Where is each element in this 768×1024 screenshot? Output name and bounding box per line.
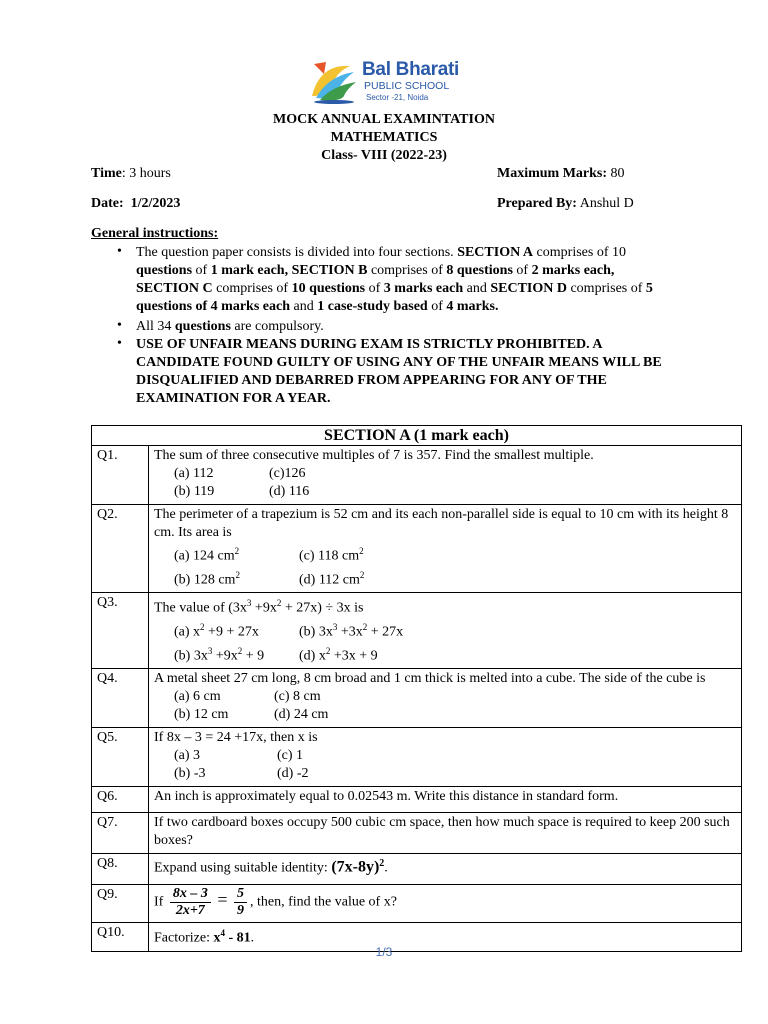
max-marks-info: Maximum Marks: 80 <box>497 166 625 181</box>
table-row <box>92 787 742 813</box>
question-q6: An inch is approximately equal to 0.02543 m. Write this distance in standard form. <box>149 787 742 813</box>
option: (d) 112 $cm^2$ <box>299 569 365 588</box>
instruction-unfair-means: USE OF UNFAIR MEANS DURING EXAM IS STRICTLY PROHIBITED. A CANDIDATE FOUND GUILTY OF USING ANY OF THE UNFAIR MEANS WILL BE DISQUALIFIED AND DEBARRED FROM APPEARING FOR ANY OF THE EXAMINATION FOR A YEAR. <box>136 337 662 406</box>
question-number: Q7. <box>92 813 149 854</box>
question-text: If 8x – 3 = 24 +17x, then x is <box>154 730 318 746</box>
question-number: Q8. <box>92 854 149 885</box>
question-q8: Expand using suitable identity: $(7x-8y)^2$. <box>149 854 742 885</box>
question-number: Q10. <box>92 922 149 951</box>
option: (b) -3 <box>174 766 206 782</box>
exam-class: Class- VIII (2022-23) <box>321 148 447 163</box>
option: (b) 128 $cm^2$ <box>174 569 240 588</box>
question-q4 <box>149 669 742 728</box>
question-q2 <box>149 505 742 593</box>
time-info: Time: 3 hours <box>91 166 171 181</box>
section-a-heading: SECTION A (1 mark each) <box>92 426 742 446</box>
exam-subject: MATHEMATICS <box>330 130 438 145</box>
table-row <box>92 426 742 446</box>
school-sector: Sector -21, Noida <box>366 93 429 102</box>
option: (c)126 <box>269 466 306 481</box>
question-q5 <box>149 728 742 787</box>
question-text: The sum of three consecutive multiples of 7 is 357. Find the smallest multiple. <box>154 448 594 463</box>
date-info: Date: 1/2/2023 <box>91 196 181 211</box>
bullet: • <box>117 318 122 333</box>
option: (d) 116 <box>269 484 310 499</box>
question-q1 <box>149 446 742 505</box>
question-number: Q3. <box>92 593 149 669</box>
table-row <box>92 813 742 854</box>
fraction: $\frac{8x - 3}{2x+7}$ <box>170 886 211 919</box>
question-q10: Factorize: $x^4 - 81$. <box>149 922 742 951</box>
question-q3 <box>149 593 742 669</box>
question-number: Q9. <box>92 884 149 922</box>
option: (a) 3 <box>174 748 201 764</box>
question-text: The perimeter of a trapezium is 52 cm and its each non-parallel side is equal to 10 cm with its height 8 cm. Its area is <box>154 507 729 540</box>
option: (a) $x^2 +9 + 27x$ <box>174 621 259 640</box>
table-row <box>92 593 742 669</box>
school-emblem-icon <box>306 56 362 106</box>
question-number: Q4. <box>92 669 149 728</box>
table-row <box>92 884 742 922</box>
bullet: • <box>117 336 122 351</box>
question-number: Q5. <box>92 728 149 787</box>
table-row <box>92 446 742 505</box>
question-number: Q2. <box>92 505 149 593</box>
school-name: Bal Bharati <box>362 59 460 80</box>
page-number: 1/3 <box>375 945 393 959</box>
option: (b) 12 cm <box>174 707 229 723</box>
option: (b) $3x^3 +3x^2 + 27x$ <box>299 621 404 640</box>
bullet: • <box>117 244 122 259</box>
option: (a) 124 $cm^2$ <box>174 546 240 564</box>
option: (d) 24 cm <box>274 707 329 723</box>
option: (a) 6 cm <box>174 689 221 705</box>
question-text: The value of $(3x^3 +9x^2 + 27x) \div 3x$ is <box>154 598 364 616</box>
table-row <box>92 854 742 885</box>
exam-title: MOCK ANNUAL EXAMINTATION <box>273 112 495 127</box>
question-text: A metal sheet 27 cm long, 8 cm broad and 1 cm thick is melted into a cube. The side of the cube is <box>154 671 706 687</box>
school-logo <box>306 56 466 106</box>
option: (b) $3x^3 +9x^2 + 9$ <box>174 645 265 664</box>
option: (c) 1 <box>277 748 304 764</box>
question-number: Q6. <box>92 787 149 813</box>
table-row <box>92 728 742 787</box>
section-a-table <box>91 425 742 952</box>
table-row <box>92 505 742 593</box>
option: (d) $x^2 +3x + 9$ <box>299 645 378 664</box>
option: (c) 8 cm <box>274 689 321 705</box>
school-subtitle: PUBLIC SCHOOL <box>364 80 450 92</box>
option: (a) 112 <box>174 466 214 481</box>
option: (c) 118 $cm^2$ <box>299 546 364 564</box>
table-row <box>92 669 742 728</box>
prepared-by-info: Prepared By: Anshul D <box>497 196 634 211</box>
instruction-compulsory: All 34 questions are compulsory. <box>136 319 324 334</box>
question-q9: If $\frac{8x - 3}{2x+7}$ = $\frac{5}{9}$ , then, find the value of x? <box>149 884 742 922</box>
instruction-sections: The question paper consists is divided into four sections. SECTION A comprises of 10 questions of 1 mark each, SECTION B comprises of 8 questions of 2 marks each, SECTION C comprises of 10 questions of 3 marks each and SECTION D comprises of 5 questions of 4 marks each and 1 case-study based of 4 marks. <box>136 245 653 314</box>
question-number: Q1. <box>92 446 149 505</box>
option: (b) 119 <box>174 484 215 499</box>
option: (d) -2 <box>277 766 309 782</box>
question-q7: If two cardboard boxes occupy 500 cubic cm space, then how much space is required to keep 200 such boxes? <box>149 813 742 854</box>
instructions-title: General instructions: <box>91 226 219 241</box>
fraction: $\frac{5}{9}$ <box>234 886 247 919</box>
